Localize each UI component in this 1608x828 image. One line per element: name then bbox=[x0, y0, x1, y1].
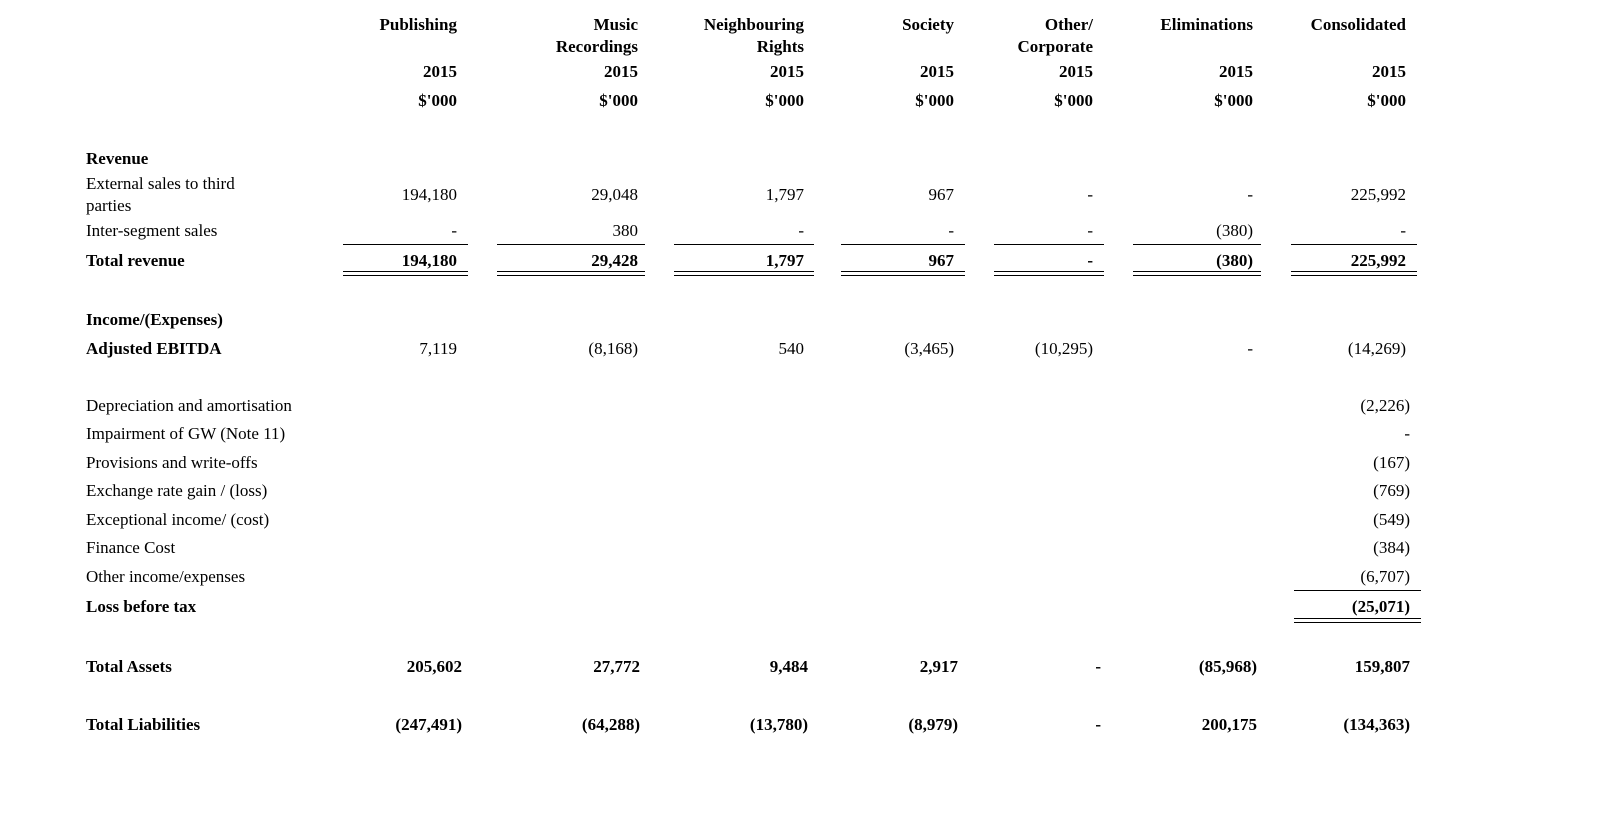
row-label: Impairment of GW (Note 11) bbox=[86, 424, 286, 443]
subtotal-rule bbox=[994, 244, 1104, 245]
cell-value: 967 bbox=[928, 185, 954, 204]
column-name-line2: Rights bbox=[756, 37, 804, 56]
cell-value: 200,175 bbox=[1201, 715, 1257, 734]
column-year: 2015 bbox=[770, 62, 804, 81]
cell-value: (380) bbox=[1216, 251, 1253, 270]
cell-value: (8,979) bbox=[908, 715, 958, 734]
cell-value: (769) bbox=[1373, 481, 1410, 500]
row-label: Adjusted EBITDA bbox=[86, 339, 222, 358]
column-unit: $'000 bbox=[1054, 91, 1093, 110]
cell-value: 205,602 bbox=[406, 657, 462, 676]
column-unit: $'000 bbox=[418, 91, 457, 110]
cell-value: 225,992 bbox=[1350, 185, 1406, 204]
row-label: Exceptional income/ (cost) bbox=[86, 510, 270, 529]
column-name: Eliminations bbox=[1160, 15, 1253, 34]
row-label: Depreciation and amortisation bbox=[86, 396, 292, 415]
cell-value: - bbox=[451, 221, 457, 240]
column-name-line2: Corporate bbox=[1017, 37, 1093, 56]
column-year: 2015 bbox=[423, 62, 457, 81]
cell-value: 1,797 bbox=[765, 251, 804, 270]
row-label: Total Assets bbox=[86, 657, 172, 676]
cell-value: 194,180 bbox=[401, 185, 457, 204]
cell-value: (64,288) bbox=[581, 715, 640, 734]
cell-value: - bbox=[948, 221, 954, 240]
row-label: Exchange rate gain / (loss) bbox=[86, 481, 268, 500]
cell-value: - bbox=[1087, 185, 1093, 204]
cell-value: 29,048 bbox=[591, 185, 638, 204]
subtotal-rule bbox=[841, 244, 965, 245]
total-double-rule bbox=[343, 271, 468, 276]
cell-value: (247,491) bbox=[395, 715, 462, 734]
cell-value: 540 bbox=[778, 339, 804, 358]
column-name: Music bbox=[593, 15, 638, 34]
row-label: Provisions and write-offs bbox=[86, 453, 258, 472]
subtotal-rule bbox=[343, 244, 468, 245]
row-label: Finance Cost bbox=[86, 538, 176, 557]
cell-value: 2,917 bbox=[919, 657, 958, 676]
cell-value: - bbox=[1247, 339, 1253, 358]
column-year: 2015 bbox=[1372, 62, 1406, 81]
column-year: 2015 bbox=[920, 62, 954, 81]
row-label: Total revenue bbox=[86, 251, 185, 270]
row-label: Inter-segment sales bbox=[86, 221, 218, 240]
cell-value: - bbox=[1087, 251, 1093, 270]
subtotal-rule bbox=[674, 244, 814, 245]
column-unit: $'000 bbox=[1214, 91, 1253, 110]
cell-value: (2,226) bbox=[1360, 396, 1410, 415]
subtotal-rule bbox=[1294, 590, 1421, 591]
cell-value: 159,807 bbox=[1354, 657, 1410, 676]
cell-value: 29,428 bbox=[591, 251, 638, 270]
total-double-rule bbox=[994, 271, 1104, 276]
cell-value: - bbox=[798, 221, 804, 240]
column-year: 2015 bbox=[1219, 62, 1253, 81]
column-name: Society bbox=[902, 15, 954, 34]
cell-value: 9,484 bbox=[769, 657, 808, 676]
cell-value: (167) bbox=[1373, 453, 1410, 472]
subtotal-rule bbox=[497, 244, 645, 245]
cell-value: (25,071) bbox=[1351, 597, 1410, 616]
column-unit: $'000 bbox=[915, 91, 954, 110]
row-label: Total Liabilities bbox=[86, 715, 201, 734]
row-label: External sales to third bbox=[86, 174, 235, 193]
row-label: Other income/expenses bbox=[86, 567, 246, 586]
cell-value: 27,772 bbox=[593, 657, 640, 676]
column-year: 2015 bbox=[1059, 62, 1093, 81]
column-unit: $'000 bbox=[765, 91, 804, 110]
total-double-rule bbox=[497, 271, 645, 276]
cell-value: (14,269) bbox=[1347, 339, 1406, 358]
cell-value: (85,968) bbox=[1198, 657, 1257, 676]
column-year: 2015 bbox=[604, 62, 638, 81]
cell-value: - bbox=[1087, 221, 1093, 240]
row-label: Loss before tax bbox=[86, 597, 197, 616]
column-name: Publishing bbox=[379, 15, 457, 34]
cell-value: (3,465) bbox=[904, 339, 954, 358]
cell-value: 1,797 bbox=[765, 185, 804, 204]
cell-value: - bbox=[1095, 657, 1101, 676]
cell-value: - bbox=[1247, 185, 1253, 204]
section-heading-income-expenses: Income/(Expenses) bbox=[86, 310, 223, 329]
cell-value: 225,992 bbox=[1350, 251, 1406, 270]
column-unit: $'000 bbox=[599, 91, 638, 110]
cell-value: (380) bbox=[1216, 221, 1253, 240]
cell-value: (549) bbox=[1373, 510, 1410, 529]
total-double-rule bbox=[1133, 271, 1261, 276]
total-double-rule bbox=[1294, 618, 1421, 623]
column-name: Neighbouring bbox=[703, 15, 804, 34]
cell-value: (8,168) bbox=[588, 339, 638, 358]
cell-value: 194,180 bbox=[401, 251, 457, 270]
row-label-line2: parties bbox=[86, 196, 132, 215]
section-heading-revenue: Revenue bbox=[86, 149, 149, 168]
cell-value: (134,363) bbox=[1343, 715, 1410, 734]
cell-value: 7,119 bbox=[419, 339, 457, 358]
subtotal-rule bbox=[1291, 244, 1417, 245]
column-name-line2: Recordings bbox=[555, 37, 638, 56]
total-double-rule bbox=[674, 271, 814, 276]
cell-value: - bbox=[1400, 221, 1406, 240]
cell-value: - bbox=[1404, 424, 1410, 443]
subtotal-rule bbox=[1133, 244, 1261, 245]
column-name: Other/ bbox=[1044, 15, 1093, 34]
cell-value: (384) bbox=[1373, 538, 1410, 557]
cell-value: - bbox=[1095, 715, 1101, 734]
cell-value: (6,707) bbox=[1360, 567, 1410, 586]
total-double-rule bbox=[841, 271, 965, 276]
cell-value: (10,295) bbox=[1034, 339, 1093, 358]
cell-value: 967 bbox=[928, 251, 954, 270]
column-unit: $'000 bbox=[1367, 91, 1406, 110]
column-name: Consolidated bbox=[1310, 15, 1406, 34]
cell-value: 380 bbox=[612, 221, 638, 240]
total-double-rule bbox=[1291, 271, 1417, 276]
cell-value: (13,780) bbox=[749, 715, 808, 734]
